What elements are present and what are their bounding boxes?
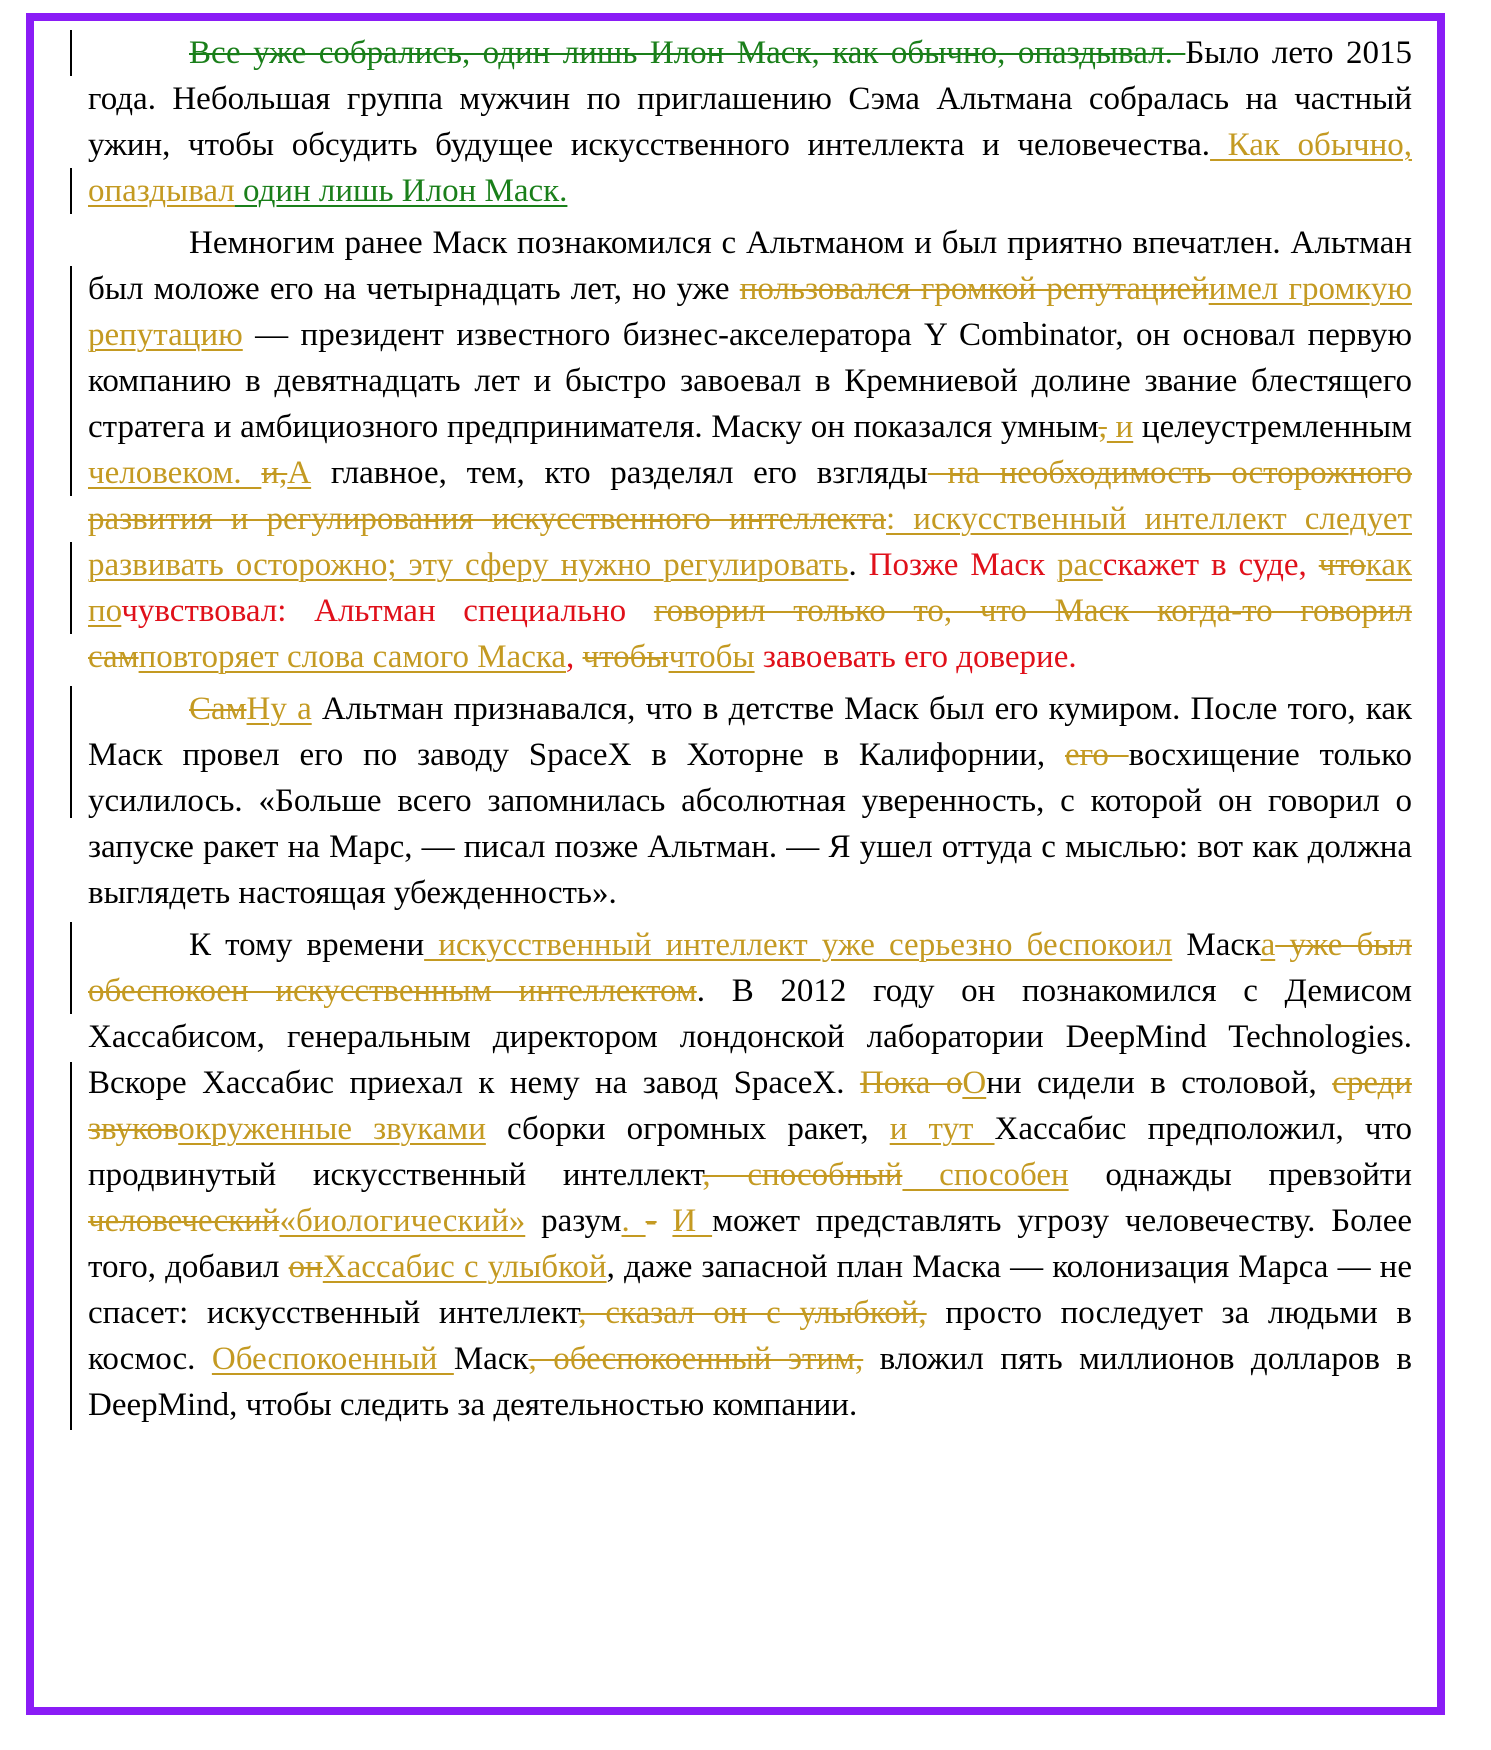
body-text: Было лето 2015 года. Небольшая группа мужчин по приглашению Сэма Альтмана собралась на частный ужин, чтобы обсудить будущее искусственного интеллекта и человечества. (88, 35, 1412, 163)
body-text: ни сидели в столовой, (986, 1065, 1333, 1101)
change-bar (70, 542, 72, 634)
inserted-text: Как обычно, опаздывал (88, 127, 1413, 209)
deleted-text: Сам (189, 691, 247, 727)
inserted-text: способен (902, 1157, 1069, 1193)
inserted-text: имел громкую репутацию (88, 271, 1412, 353)
deleted-text: говорил только то, что Маск когда-то говорил сам (88, 593, 1412, 675)
deleted-text: человеческий (88, 1203, 280, 1239)
deleted-text: пользовался громкой репутацией (739, 271, 1209, 307)
inserted-text: . (621, 1203, 646, 1239)
body-text: Позже Маск (868, 547, 1057, 583)
document-page (62, 30, 1422, 1434)
inserted-text: О (962, 1065, 987, 1101)
body-text: вложил пять миллионов долларов в DeepMind, чтобы следить за деятельностью компании. (88, 1341, 1412, 1423)
deleted-text: Пока о (859, 1065, 963, 1101)
inserted-text: окруженные звуками (178, 1111, 486, 1147)
deleted-text: , способный (702, 1157, 903, 1193)
change-bar (70, 30, 72, 76)
body-text: восхищение только усилилось. «Больше всего запомнилась абсолютная уверенность, с которой он говорил о запуске ракет на Марс, — писал позже Альтман. — Я ушел оттуда с мыслью: вот как должна выглядеть настоящая убежденность». (88, 737, 1412, 911)
deleted-text: , сказал он с улыбкой, (578, 1295, 927, 1331)
paragraph (62, 30, 1422, 214)
body-text: скажет в суде, (1102, 547, 1319, 583)
paragraph (62, 922, 1422, 1428)
body-text: чувствовал: Альтман специально (121, 593, 654, 629)
body-text: . (848, 547, 869, 583)
body-text: главное, тем, кто разделял его взгляды (311, 455, 928, 491)
inserted-text: Ну а (246, 691, 312, 727)
body-text: может представлять угрозу человечеству. Более того, добавил (88, 1203, 1413, 1285)
change-bar (70, 168, 72, 214)
body-text: Маск (453, 1341, 529, 1377)
inserted-text: А (287, 455, 312, 491)
body-text: просто последует за людьми в космос. (88, 1295, 1412, 1377)
deleted-text: , обеспокоенный этим, (528, 1341, 864, 1377)
change-bar (70, 922, 72, 1014)
deleted-text: Все уже собрались, один лишь Илон Маск, как обычно, опаздывал. (189, 35, 1186, 71)
body-text: однажды превзойти (1068, 1157, 1412, 1193)
body-text: завоевать его доверие. (754, 639, 1077, 675)
inserted-text: искусственный интеллект уже серьезно беспокоил (424, 927, 1173, 963)
deleted-text: чтобы (582, 639, 669, 675)
inserted-text: Обеспокоенный (211, 1341, 454, 1377)
inserted-text: и (1106, 409, 1134, 445)
inserted-text: рас (1056, 547, 1103, 583)
body-text: сборки огромных ракет, (485, 1111, 890, 1147)
deleted-text: он (288, 1249, 323, 1285)
inserted-text: человеком. (88, 455, 262, 491)
inserted-text: один лишь Илон Маск. (234, 173, 568, 209)
inserted-text: «биологический» (279, 1203, 526, 1239)
body-text: разум (525, 1203, 622, 1239)
change-bar (70, 1062, 72, 1430)
inserted-text: а (1260, 927, 1276, 963)
body-text: — президент известного бизнес-акселератора Y Combinator, он основал первую компанию в девятнадцать лет и быстро завоевал в Кремниевой долине звание блестящего стратега и амбициозного предпринимателя. Маску он показался умным (88, 317, 1412, 445)
deleted-text: - (645, 1203, 657, 1239)
deleted-text: на необходимость осторожного развития и регулирования искусственного интеллекта (88, 455, 1413, 537)
deleted-text: уже был обеспокоен искусственным интеллектом (88, 927, 1412, 1009)
body-text (657, 1203, 673, 1239)
paragraph (62, 686, 1422, 916)
inserted-text: как (1365, 547, 1413, 583)
deleted-text: что (1318, 547, 1366, 583)
body-text: Немногим ранее Маск познакомился с Альтманом и был приятно впечатлен. Альтман был моложе его на четырнадцать лет, но уже (88, 225, 1412, 307)
paragraph (62, 220, 1422, 680)
body-text: , даже запасной план Маска — колонизация Марса — не спасет: искусственный интеллект (88, 1249, 1412, 1331)
body-text: Хассабис предположил, что продвинутый искусственный интеллект (88, 1111, 1412, 1193)
inserted-text: чтобы (668, 639, 755, 675)
deleted-text: и, (261, 455, 288, 491)
inserted-text: : искусственный интеллект следует развивать осторожно; эту сферу нужно регулировать (88, 501, 1412, 583)
inserted-text: И (672, 1203, 713, 1239)
inserted-text: Хассабис с улыбкой (322, 1249, 607, 1285)
body-text: Альтман признавался, что в детстве Маск был его кумиром. После того, как Маск провел его по заводу SpaceX в Хоторне в Калифорнии, (88, 691, 1412, 773)
deleted-text: , (1098, 409, 1107, 445)
body-text: Маск (1172, 927, 1261, 963)
body-text: К тому времени (189, 927, 425, 963)
body-text: целеустремленным (1133, 409, 1413, 445)
deleted-text: среди звуков (88, 1065, 1412, 1147)
change-bar (70, 266, 72, 496)
inserted-text: и тут (889, 1111, 995, 1147)
inserted-text: по (88, 593, 122, 629)
change-bar (70, 686, 72, 818)
body-text: , (566, 639, 583, 675)
body-text: . В 2012 году он познакомился с Демисом Хассабисом, генеральным директором лондонской лаборатории DeepMind Technologies. Вскоре Хассабис приехал к нему на завод SpaceX. (88, 973, 1412, 1101)
deleted-text: его (1064, 737, 1129, 773)
inserted-text: повторяет слова самого Маска (138, 639, 567, 675)
